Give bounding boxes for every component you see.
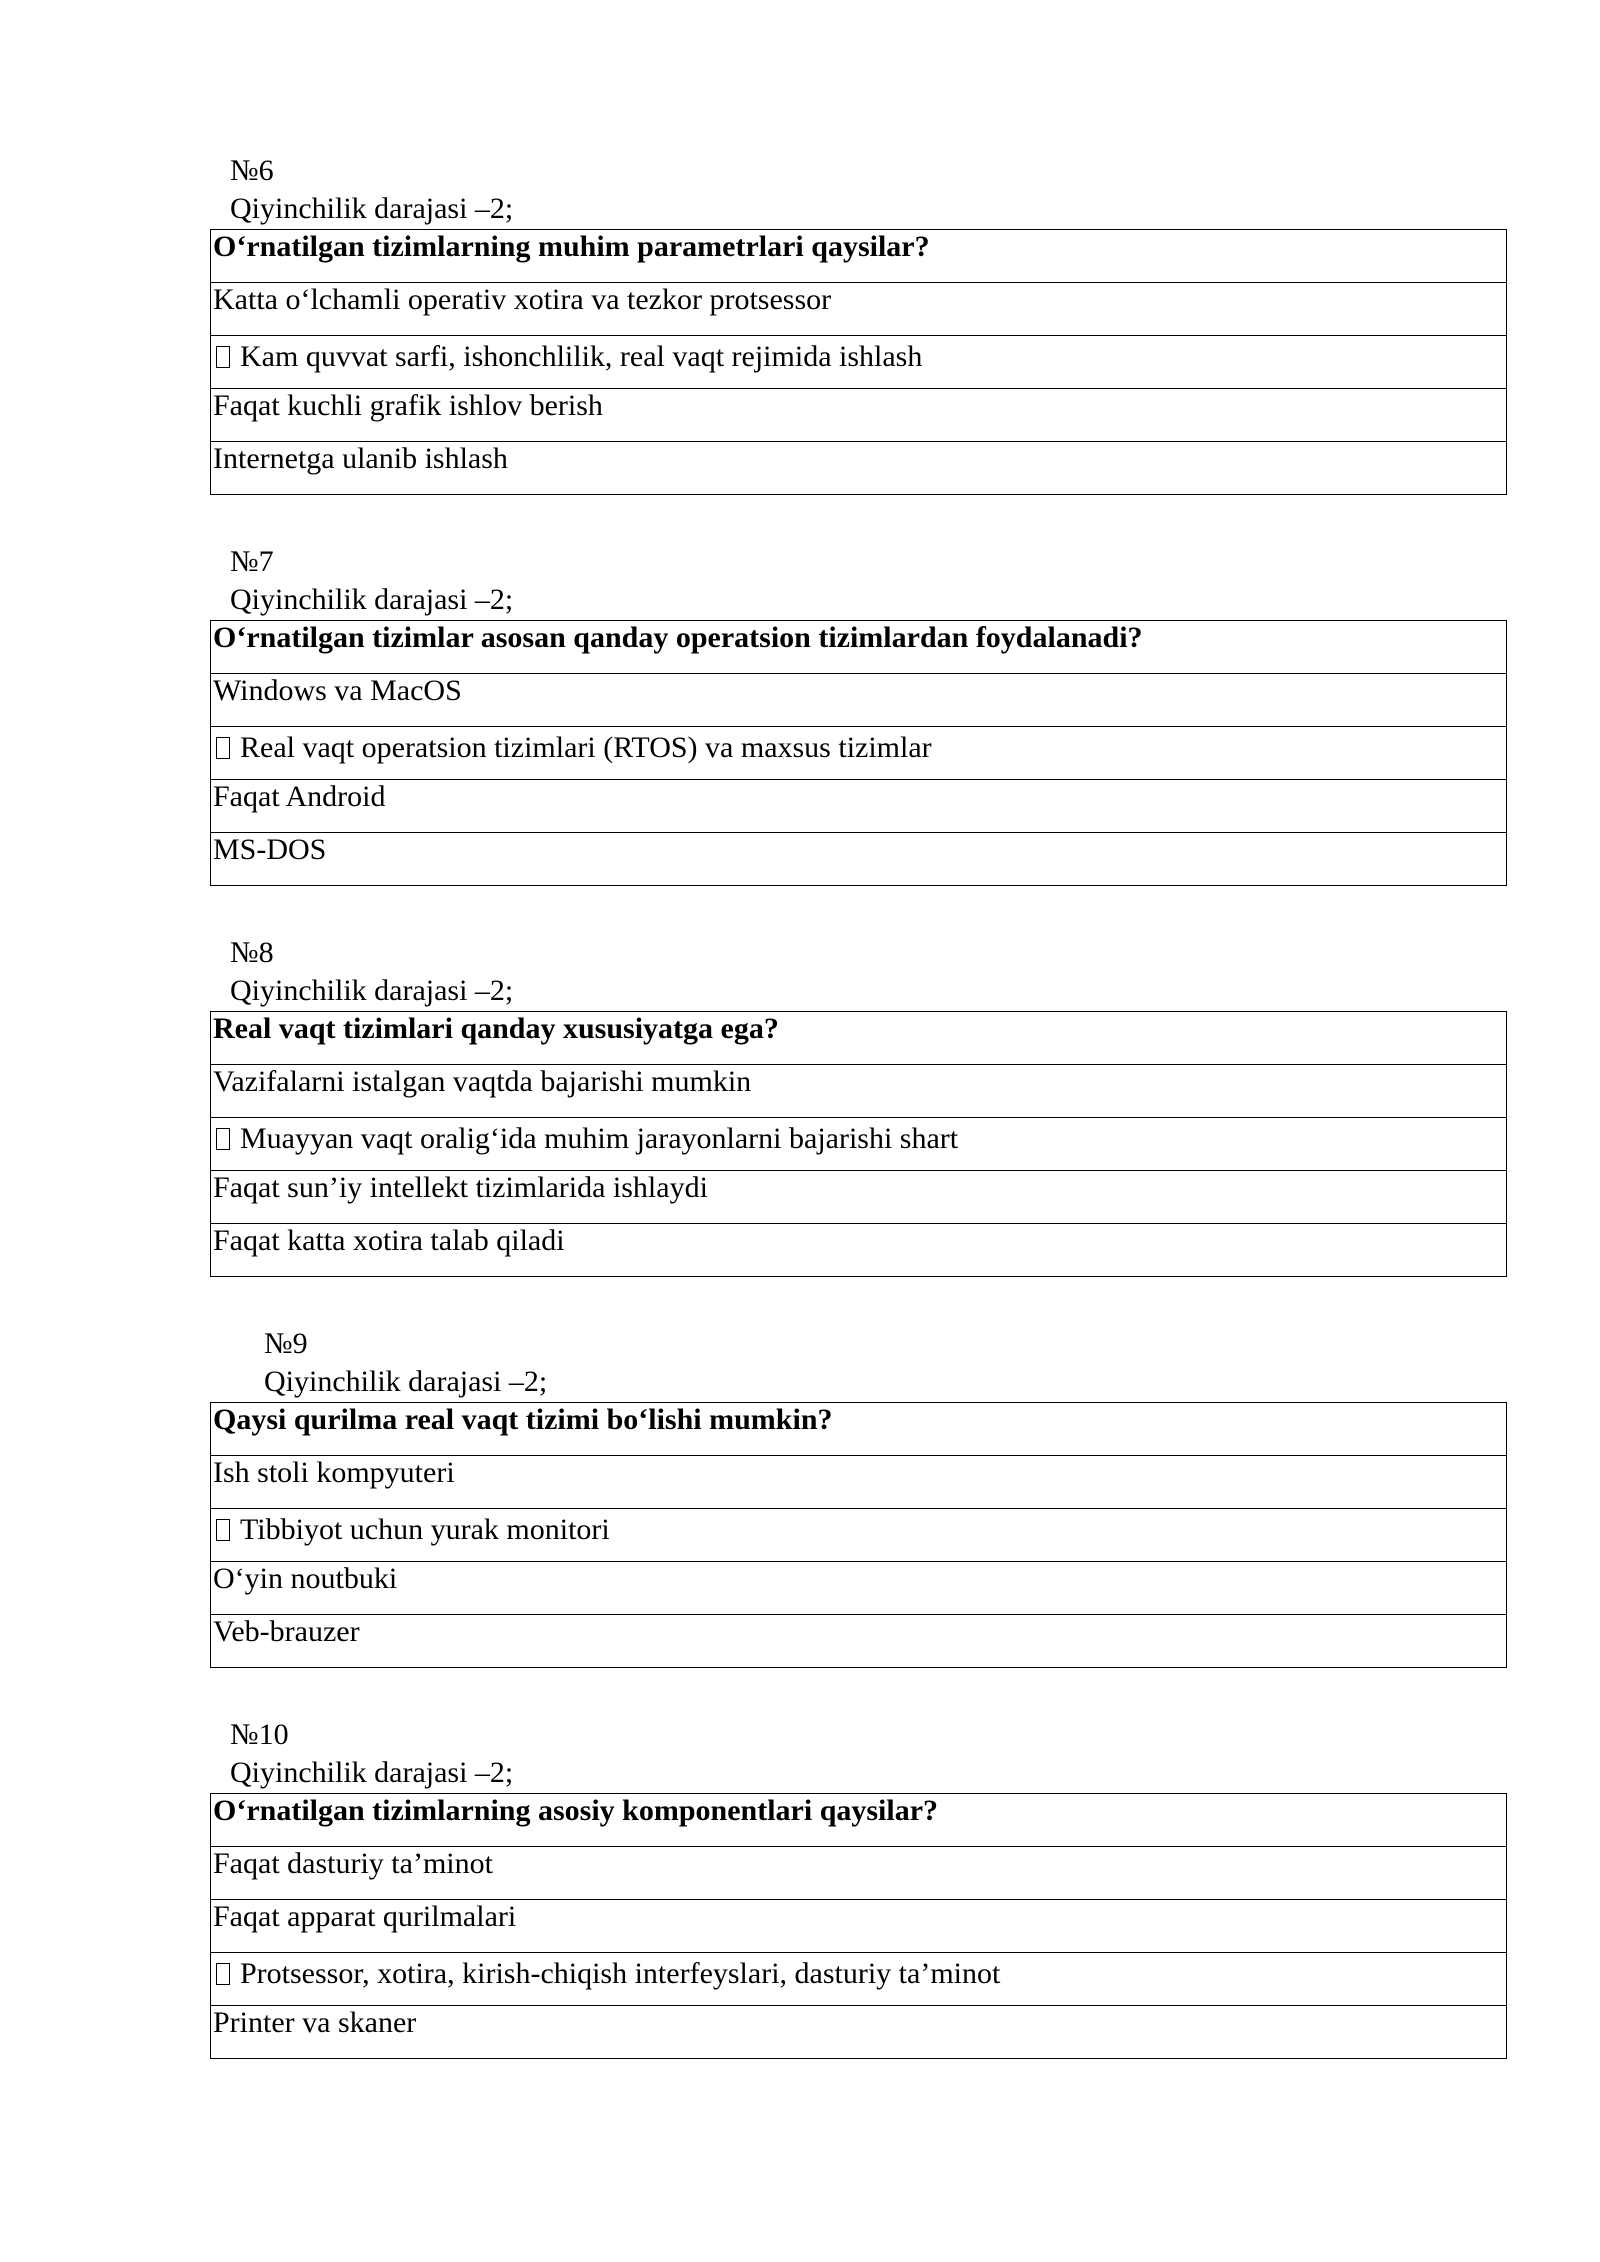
question-number: №9: [264, 1327, 308, 1360]
answer-option-text: Tibbiyot uchun yurak monitori: [240, 1513, 610, 1546]
question-number: №10: [230, 1718, 289, 1751]
answer-option-text: Real vaqt operatsion tizimlari (RTOS) va maxsus tizimlar: [240, 731, 932, 764]
question-table: [210, 229, 1507, 495]
question-number: №6: [230, 154, 274, 187]
answer-option-correct: [211, 1509, 1507, 1562]
answer-option: Katta o‘lchamli operativ xotira va tezkor protsessor: [211, 283, 1507, 336]
question-number: №7: [230, 545, 274, 578]
answer-mark-icon: [216, 346, 230, 368]
answer-option: Windows va MacOS: [211, 674, 1507, 727]
answer-option: Vazifalarni istalgan vaqtda bajarishi mumkin: [211, 1065, 1507, 1118]
difficulty-level: Qiyinchilik darajasi –2;: [264, 1365, 548, 1398]
question-number: №8: [230, 936, 274, 969]
answer-option: Faqat dasturiy ta’minot: [211, 1847, 1507, 1900]
difficulty-level: Qiyinchilik darajasi –2;: [230, 583, 514, 616]
answer-option-text: Protsessor, xotira, kirish-chiqish interfeyslari, dasturiy ta’minot: [240, 1957, 1001, 1990]
difficulty-level: Qiyinchilik darajasi –2;: [230, 974, 514, 1007]
question-text: Real vaqt tizimlari qanday xususiyatga ega?: [211, 1012, 1507, 1065]
question-block-6: [210, 152, 1507, 495]
answer-option-correct: [211, 1953, 1507, 2006]
answer-option: Faqat Android: [211, 780, 1507, 833]
answer-option-text: Kam quvvat sarfi, ishonchlilik, real vaqt rejimida ishlash: [240, 340, 923, 373]
answer-mark-icon: [216, 1963, 230, 1985]
difficulty-level: Qiyinchilik darajasi –2;: [230, 1756, 514, 1789]
question-text: Qaysi qurilma real vaqt tizimi bo‘lishi mumkin?: [211, 1403, 1507, 1456]
answer-option-correct: [211, 336, 1507, 389]
question-table: [210, 1011, 1507, 1277]
question-text: O‘rnatilgan tizimlarning muhim parametrlari qaysilar?: [211, 230, 1507, 283]
answer-option: Printer va skaner: [211, 2006, 1507, 2059]
answer-option: Faqat katta xotira talab qiladi: [211, 1224, 1507, 1277]
answer-option: Faqat apparat qurilmalari: [211, 1900, 1507, 1953]
answer-option: Internetga ulanib ishlash: [211, 442, 1507, 495]
answer-option: MS-DOS: [211, 833, 1507, 886]
question-text: O‘rnatilgan tizimlarning asosiy komponentlari qaysilar?: [211, 1794, 1507, 1847]
question-table: [210, 1793, 1507, 2059]
answer-option: Ish stoli kompyuteri: [211, 1456, 1507, 1509]
answer-option: Veb-brauzer: [211, 1615, 1507, 1668]
answer-mark-icon: [216, 737, 230, 759]
question-text: O‘rnatilgan tizimlar asosan qanday operatsion tizimlardan foydalanadi?: [211, 621, 1507, 674]
answer-option: O‘yin noutbuki: [211, 1562, 1507, 1615]
answer-mark-icon: [216, 1128, 230, 1150]
answer-option: Faqat sun’iy intellekt tizimlarida ishlaydi: [211, 1171, 1507, 1224]
difficulty-level: Qiyinchilik darajasi –2;: [230, 192, 514, 225]
question-block-8: [210, 934, 1507, 1277]
question-table: [210, 1402, 1507, 1668]
answer-option: Faqat kuchli grafik ishlov berish: [211, 389, 1507, 442]
question-table: [210, 620, 1507, 886]
answer-mark-icon: [216, 1519, 230, 1541]
answer-option-text: Muayyan vaqt oralig‘ida muhim jarayonlarni bajarishi shart: [240, 1122, 959, 1155]
question-block-9: [210, 1325, 1507, 1668]
question-block-10: [210, 1716, 1507, 2059]
answer-option-correct: [211, 727, 1507, 780]
question-block-7: [210, 543, 1507, 886]
answer-option-correct: [211, 1118, 1507, 1171]
